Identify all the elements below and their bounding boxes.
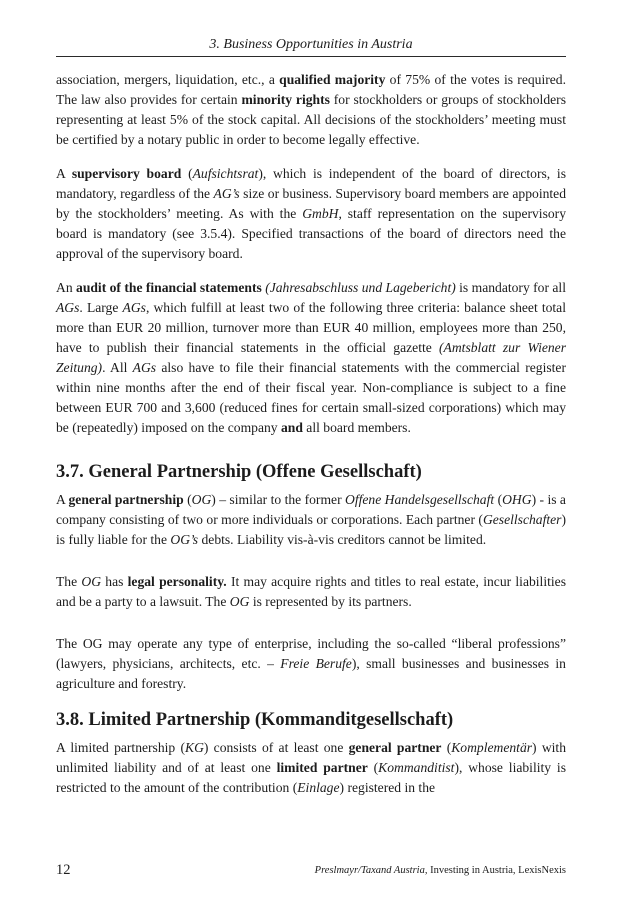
paragraph-majority-rights: association, mergers, liquidation, etc., a qualified majority of 75% of the votes is required. The law also provides for certain minority rights for stockholders or groups of stockholders representing at least 5% of the stock capital. All decisions of the stockholders’ meeting must be certified by a notary public in order to become legally effective. (56, 72, 566, 147)
page-number: 12 (56, 862, 71, 878)
running-header (56, 36, 566, 57)
section-heading-limited-partnership: 3.8. Limited Partnership (Kommanditgesellschaft) (56, 710, 454, 730)
page-body (56, 70, 566, 812)
paragraph-legal-personality: The OG has legal personality. It may acquire rights and titles to real estate, incur liabilities and be a party to a lawsuit. The OG is represented by its partners. (56, 574, 566, 609)
running-title: 3. Business Opportunities in Austria (209, 37, 413, 52)
paragraph-enterprise-types: The OG may operate any type of enterprise, including the so-called “liberal professions” (lawyers, physicians, architects, etc. – Freie Berufe), small businesses and businesses in agriculture and forestry. (56, 636, 566, 691)
page-footer (56, 862, 566, 882)
paragraph-audit: An audit of the financial statements (Jahresabschluss und Lagebericht) is mandatory for all AGs. Large AGs, which fulfill at least two of the following three criteria: balance sheet total more than EUR 20 million, turnover more than EUR 40 million, employees more than 250, have to publish their financial statements in the official gazette (Amtsblatt zur Wiener Zeitung). All AGs also have to file their financial statements with the commercial register within nine months after the end of their fiscal year. Non-compliance is subject to a fine between EUR 700 and 3,600 (reduced fines for certain small-sized corporations) which may be (repeatedly) imposed on the company and all board members. (56, 280, 566, 435)
footer-citation: Preslmayr/Taxand Austria, Investing in Austria, LexisNexis (314, 865, 566, 876)
paragraph-limited-partnership: A limited partnership (KG) consists of at least one general partner (Komplementär) with unlimited liability and of at least one limited partner (Kommanditist), whose liability is restricted to the amount of the contribution (Einlage) registered in the (56, 740, 566, 795)
paragraph-supervisory-board: A supervisory board (Aufsichtsrat), which is independent of the board of directors, is mandatory, regardless of the AG’s size or business. Supervisory board members are appointed by the stockholders’ meeting. As with the GmbH, staff representation on the supervisory board is mandatory (see 3.5.4). Specified transactions of the board of directors need the approval of the supervisory board. (56, 166, 567, 261)
paragraph-general-partnership: A general partnership (OG) – similar to the former Offene Handelsgesellschaft (OHG) - is a company consisting of two or more individuals or corporations. Each partner (Gesellschafter) is fully liable for the OG’s debts. Liability vis-à-vis creditors cannot be limited. (56, 492, 566, 547)
section-heading-general-partnership: 3.7. General Partnership (Offene Gesellschaft) (56, 462, 422, 482)
